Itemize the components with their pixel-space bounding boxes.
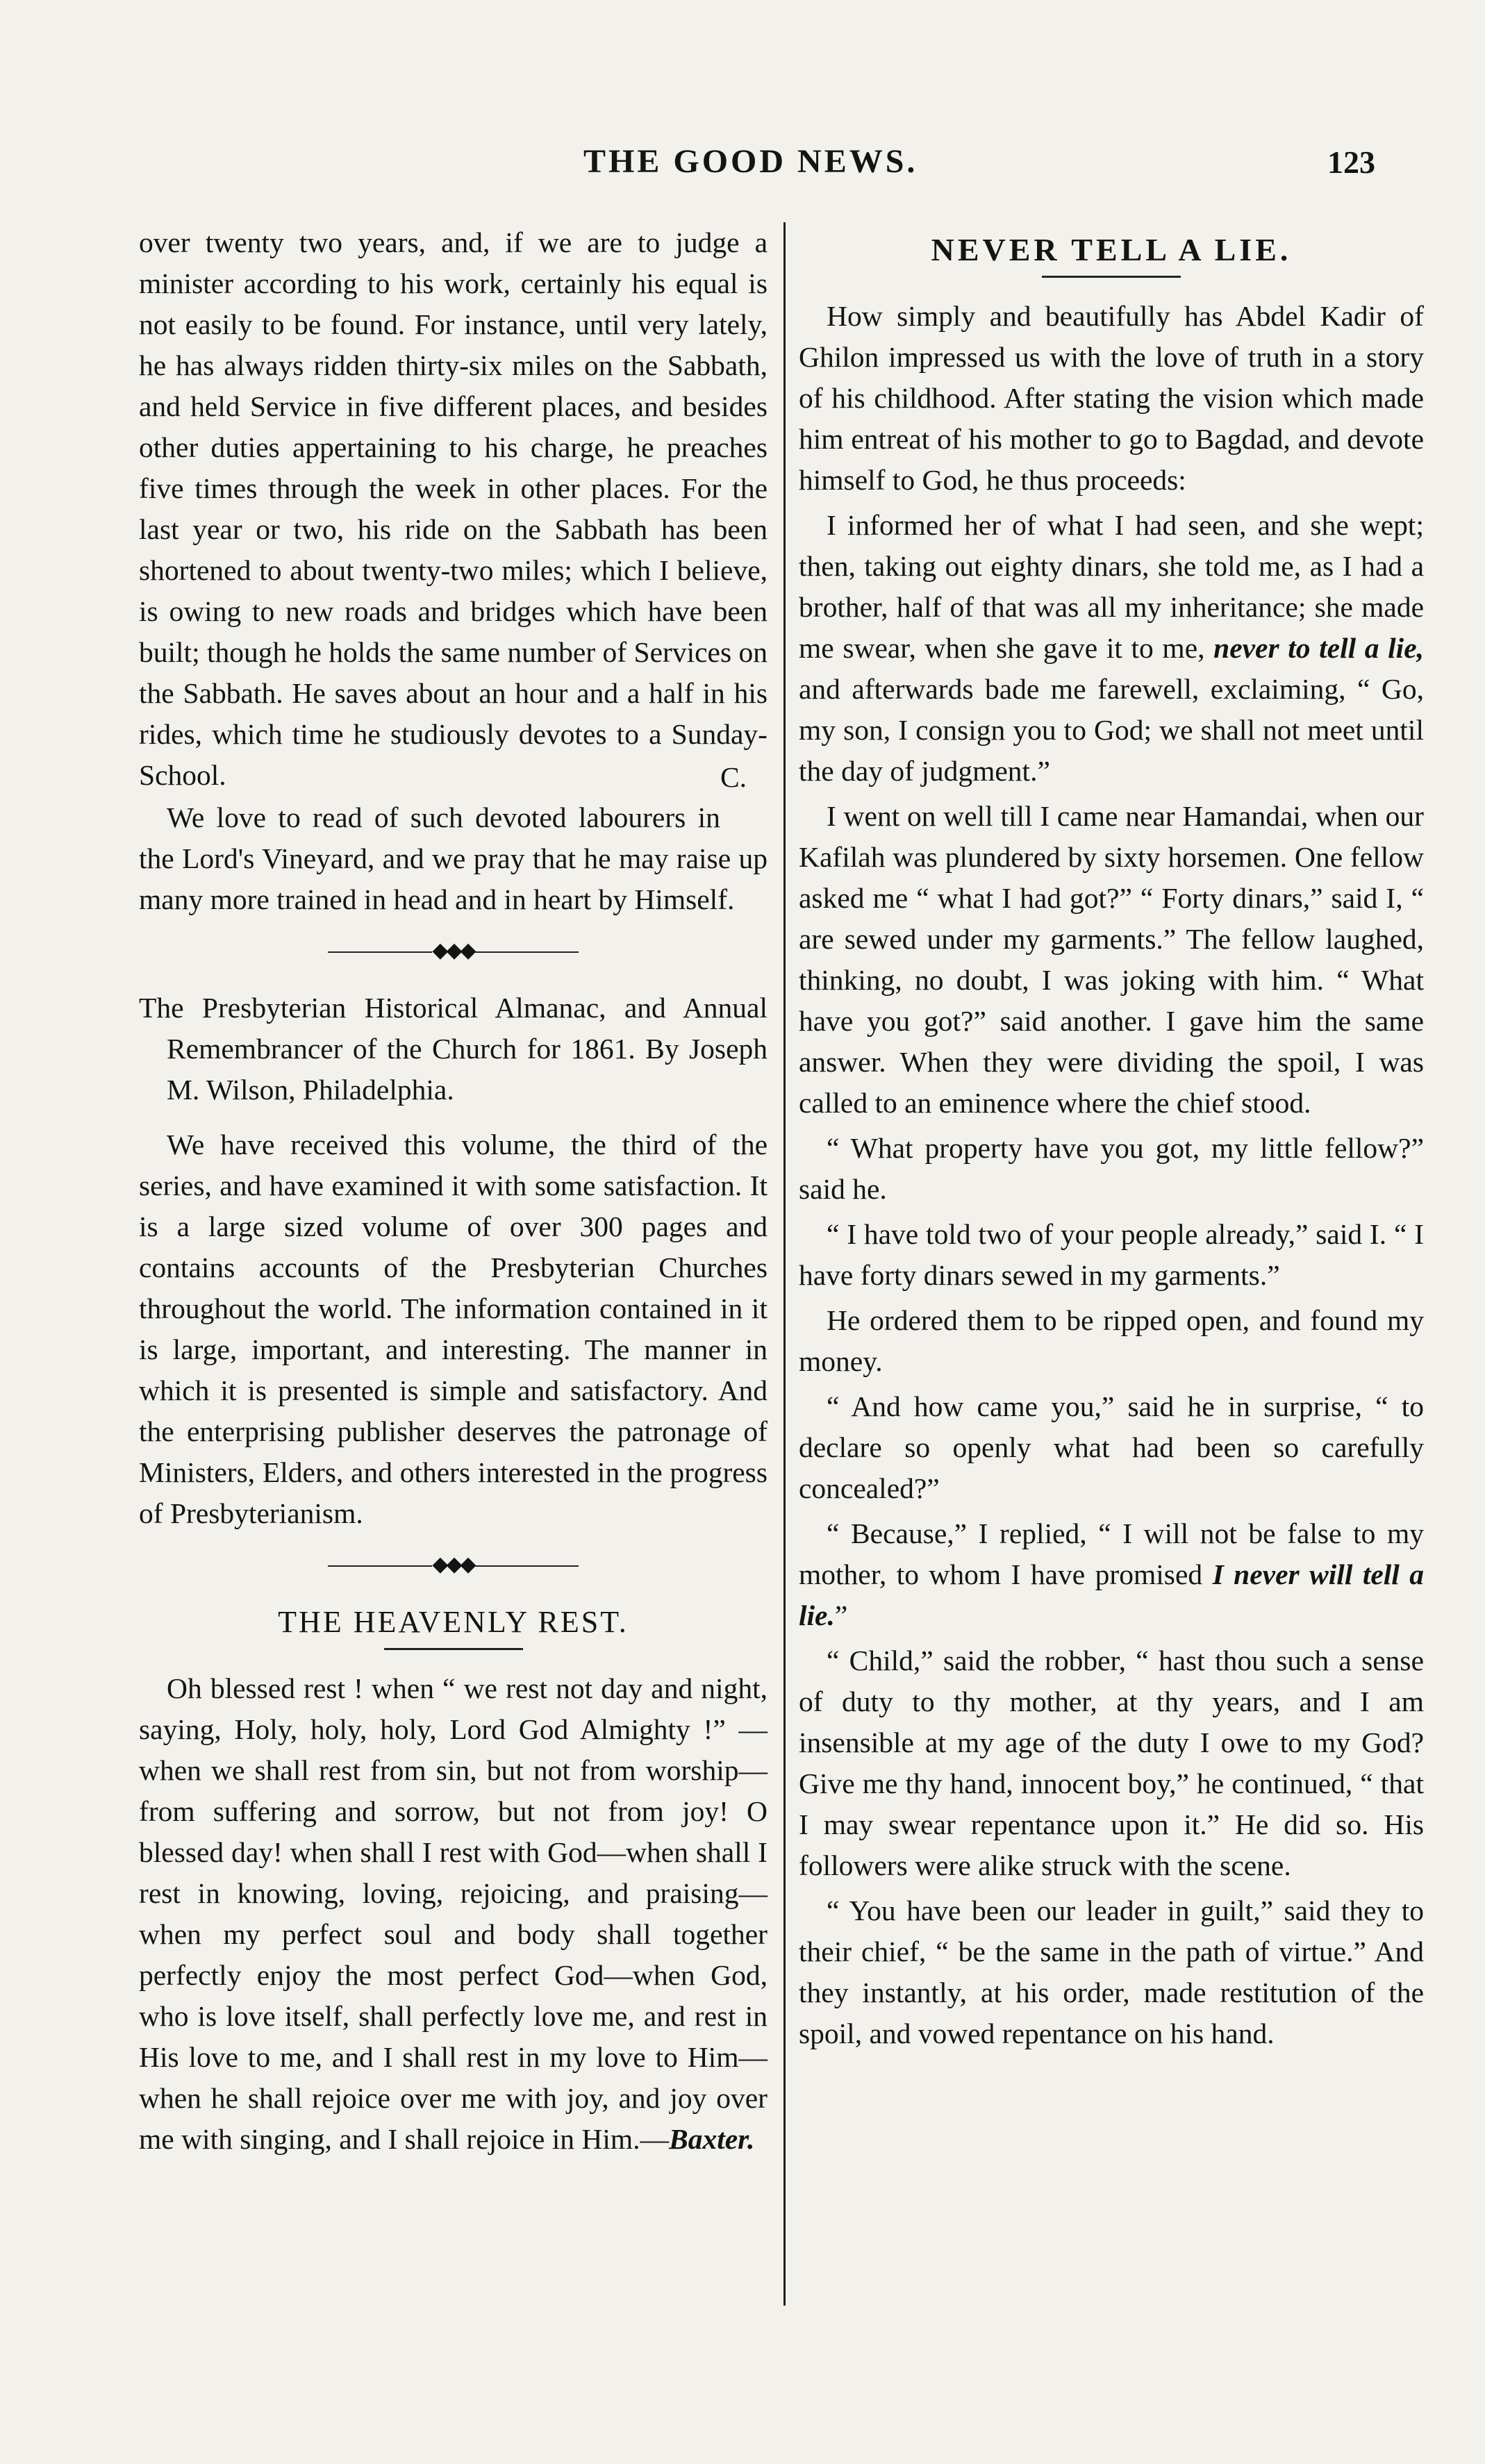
story-paragraph-6: “ And how came you,” said he in surprise, “ to declare so openly what had been so carefully concealed?” [799,1390,1424,1504]
running-title: THE GOOD NEWS. [583,143,918,180]
continued-paragraph: over twenty two years, and, if we are to judge a minister according to his work, certainly his equal is not easily to be found. For instance, until very lately, he has always ridden thirty-six miles on the Sabbath, and held Service in five different places, and besides other duties appertaining to his charge, he preaches five times through the week in other places. For the last year or two, his ride on the Sabbath has been shortened to about twenty-two miles; which I believe, is owing to new roads and bridges which have been built; though he holds the same number of Services on the Sabbath. He saves about an hour and a half in his rides, which time he studiously devotes to a Sunday-School. [139,226,768,791]
ornament: ◆◆◆ [432,939,474,962]
ornament-2: ◆◆◆ [432,1553,474,1576]
signature: C. [720,761,747,793]
story-paragraph-4: “ I have told two of your people already,” said I. “ I have forty dinars sewed in my garments.” [799,1218,1424,1291]
ornament-divider-2 [139,1544,768,1585]
story-paragraph-9: “ You have been our leader in guilt,” said they to their chief, “ be the same in the path of virtue.” And they instantly, at his order, made restitution of the spoil, and vowed repentance on his hand. [799,1895,1424,2049]
review-body: We have received this volume, the third of the series, and have examined it with some satisfaction. It is a large sized volume of over 300 pages and contains accounts of the Presbyterian Churches throughout the world. The information contained in it is large, important, and interesting. The manner in which it is presented is simple and satisfactory. And the enterprising publisher deserves the patronage of Ministers, Elders, and others interested in the progress of Presbyterianism. [139,1129,768,1529]
p1-emphasis: never to tell a lie, [1213,632,1425,664]
p1-text-a: I informed her of what I had seen, and she wept; then, taking out eighty dinars, she told me, as I had a brother, half of that was all my inheritance; she made me swear, when she gave it to me, [799,509,1424,664]
p7-emphasis: I never will tell a lie. [799,1558,1425,1631]
heavenly-rest-heading: THE HEAVENLY REST. [278,1605,629,1639]
story-paragraph-5: He ordered them to be ripped open, and found my money. [799,1304,1424,1377]
page-number: 123 [1327,144,1375,180]
heavenly-rest-body [139,1668,768,2160]
story-paragraph-3: “ What property have you got, my little fellow?” said he. [799,1132,1424,1205]
ornament-divider [139,930,768,971]
heading-rule [384,1648,523,1650]
left-column [139,222,768,2325]
signature-line [139,757,768,793]
p7-text-b: ” [834,1599,848,1631]
attribution: Baxter. [669,2123,755,2155]
story-paragraph-7 [799,1513,1424,1636]
right-column [799,222,1424,2325]
heading-rule-right [1042,276,1181,278]
heavenly-rest-text: Oh blessed rest ! when “ we rest not day and night, saying, Holy, holy, holy, Lord God Almighty !” —when we shall rest from sin, but not from worship—from suffering and sorrow, but not from joy! O blessed day! when shall I rest with God—when shall I rest in knowing, loving, rejoicing, and praising—when my perfect soul and body shall together perfectly enjoy the most perfect God—when God, who is love itself, shall perfectly love me, and rest in His love to me, and I shall rest in my love to Him—when he shall rejoice over me with joy, and joy over me with singing, and I shall rejoice in Him.— [139,1672,768,2155]
article-heading: NEVER TELL A LIE. [931,232,1292,267]
intro-paragraph: How simply and beautifully has Abdel Kadir of Ghilon impressed us with the love of truth in a story of his childhood. After stating the vision which made him entreat of his mother to go to Bagdad, and devote himself to God, he thus proceeds: [799,300,1424,496]
story-paragraph-2: I went on well till I came near Hamandai, when our Kafilah was plundered by sixty horsemen. One fellow asked me “ what I had got?” “ Forty dinars,” said I, “ are sewed under my garments.” The fellow laughed, thinking, no doubt, I was joking with him. “ What have you got?” said another. I gave him the same answer. When they were dividing the spoil, I was called to an eminence where the chief stood. [799,800,1424,1119]
review-title: The Presbyterian Historical Almanac, and Annual Remembrancer of the Church for 1861. By Joseph M. Wilson, Philadelphia. [139,992,768,1106]
p7-text-a: “ Because,” I replied, “ I will not be false to my mother, to whom I have promised [799,1517,1424,1590]
story-paragraph-1 [799,505,1424,792]
story-paragraph-8: “ Child,” said the robber, “ hast thou such a sense of duty to thy mother, at thy years, and I am insensible at my age of the duty I owe to my God? Give me thy hand, innocent boy,” he continued, “ that I may swear repentance upon it.” He did so. His followers were alike struck with the scene. [799,1645,1424,1881]
column-rule [783,222,786,2306]
closing-paragraph: We love to read of such devoted labourers in the Lord's Vineyard, and we pray that he may raise up many more trained in head and in heart by Himself. [139,801,768,915]
p1-text-b: and afterwards bade me farewell, exclaiming, “ Go, my son, I consign you to God; we shall not meet until the day of judgment.” [799,673,1424,787]
page-header [125,142,1389,205]
